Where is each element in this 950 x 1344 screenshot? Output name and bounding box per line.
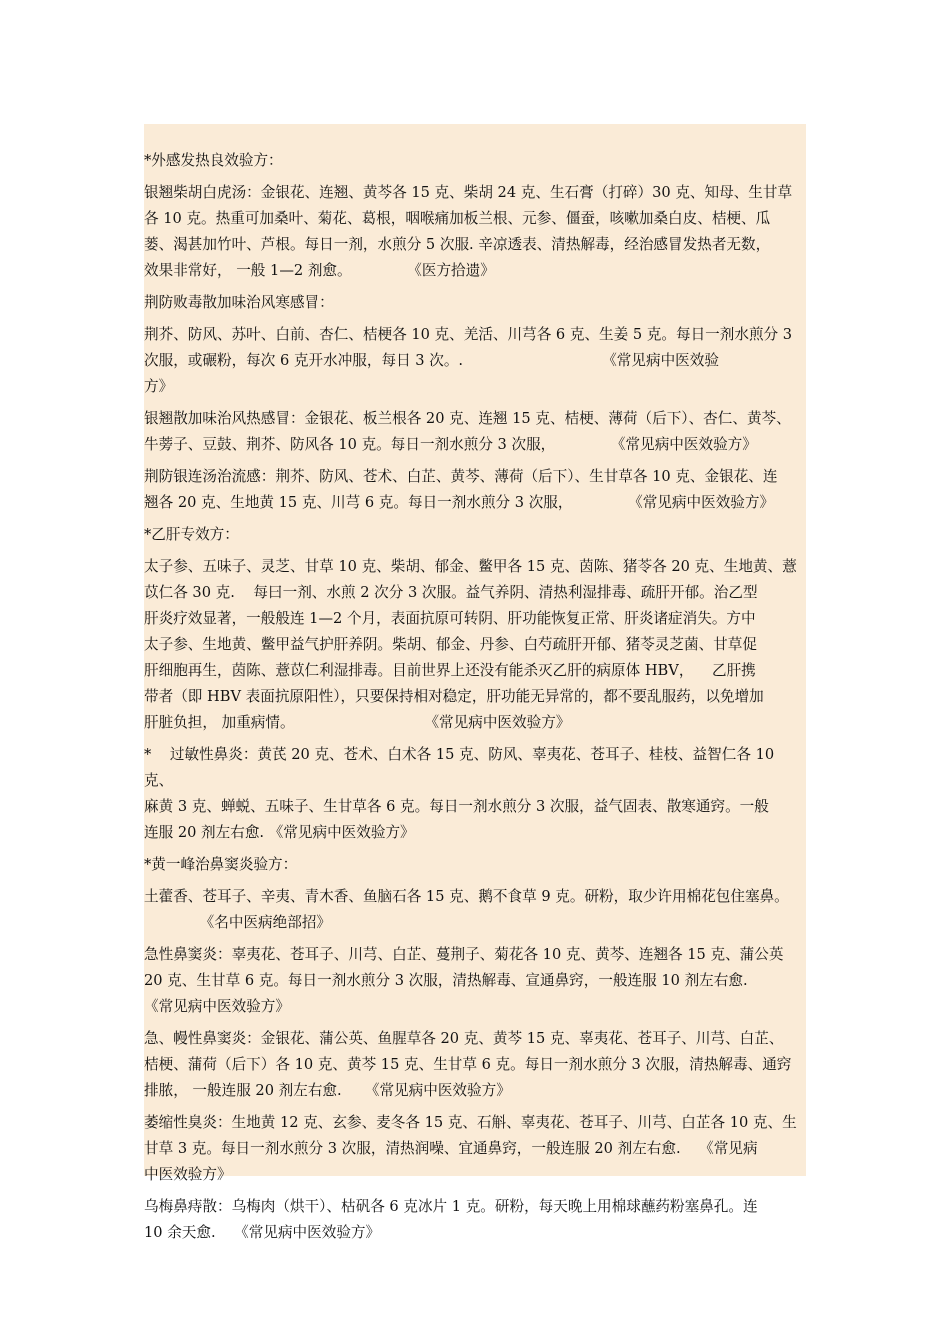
remedy-chronic-sinusitis [144,1026,806,1104]
text-line: 甘草 3 克。每日一剂水煎分 3 次服，清热润噪、宜通鼻窍，一般连服 20 剂左右愈. 《常见病 [144,1140,758,1157]
text-line: 银翘柴胡白虎汤：金银花、连翘、黄芩各 15 克、柴胡 24 克、生石膏（打碎）30 克、知母、生甘草 [144,184,793,201]
text-line: *乙肝专效方： [144,526,239,543]
remedy-jingfang [144,322,806,400]
text-line: 排脓， 一般连服 20 剂左右愈. 《常见病中医效验方》 [144,1082,511,1099]
text-line: 《常见病中医效验方》 [144,998,290,1015]
text-line: 急性鼻窦炎：辜夷花、苍耳子、川芎、白芷、蔓荆子、菊花各 10 克、黄芩、连翘各 15 克、蒲公英 [144,946,784,963]
text-line: 荆芥、防风、苏叶、白前、杏仁、桔梗各 10 克、羌活、川芎各 6 克、生姜 5 克。每日一剂水煎分 3 [144,326,793,343]
remedy-jingfang-flu [144,464,806,516]
text-line: 连服 20 剂左右愈. 《常见病中医效验方》 [144,824,415,841]
remedy-yinqiao-chaihu [144,180,806,284]
text-line: 方》 [144,378,174,395]
text-line: 效果非常好， 一般 1—2 剂愈。 《医方拾遗》 [144,262,495,279]
section-heading-wind-cold [144,290,806,316]
remedy-wumei-nasal-polyp [144,1194,806,1246]
text-line: 萎缩性臭炎：生地黄 12 克、玄参、麦冬各 15 克、石斛、辜夷花、苍耳子、川芎、白芷各 10 克、生 [144,1114,797,1131]
text-line: 急、幔性鼻窦炎：金银花、蒲公英、鱼腥草各 20 克、黄芩 15 克、辜夷花、苍耳子、川芎、白芷、 [144,1030,784,1047]
text-line: 银翘散加味治风热感冒：金银花、板兰根各 20 克、连翘 15 克、桔梗、薄荷（后下）、杏仁、黄芩、 [144,410,791,427]
text-line: 桔梗、蒲荷（后下）各 10 克、黄芩 15 克、生甘草 6 克。每日一剂水煎分 3 次服，清热解毒、通窍 [144,1056,792,1073]
text-line: 20 克、生甘草 6 克。每日一剂水煎分 3 次服，清热解毒、宣通鼻窍，一般连服 10 剂左右愈. [144,972,748,989]
remedy-yinqiao-wind-heat [144,406,806,458]
remedy-atrophic-rhinitis [144,1110,806,1188]
text-line: 太子参、五味子、灵芝、甘草 10 克、柴胡、郁金、鳖甲各 15 克、茵陈、猪苓各 20 克、生地黄、薏 [144,558,797,575]
text-line: 肝脏负担， 加重病情。 《常见病中医效验方》 [144,714,571,731]
text-line: 苡仁各 30 克. 每曰一剂、水煎 2 次分 3 次服。益气养阴、清热利湿排毒、疏肝开郁。治乙型 [144,584,758,601]
text-line: 肝细胞再生，茵陈、薏苡仁利湿排毒。目前世界上还没有能杀灭乙肝的病原体 HBV， 乙肝携 [144,662,756,679]
section-heading-fever [144,148,806,174]
text-line: 麻黄 3 克、蝉蜕、五味子、生甘草各 6 克。每日一剂水煎分 3 次服，益气固表、散寒通窍。一般 [144,798,769,815]
remedy-huang-yifeng [144,884,806,936]
text-line: 牛蒡子、豆鼓、荆芥、防风各 10 克。每日一剂水煎分 3 次服， 《常见病中医效验方》 [144,436,757,453]
remedy-allergic-rhinitis [144,742,806,846]
text-line: 10 余天愈. 《常见病中医效验方》 [144,1224,381,1241]
text-line: *外感发热良效验方： [144,152,283,169]
text-line: 肝炎疗效显著，一般般连 1—2 个月，表面抗原可转阴、肝功能恢复正常、肝炎诸症消失。方中 [144,610,756,627]
text-line: 翘各 20 克、生地黄 15 克、川芎 6 克。每日一剂水煎分 3 次服， 《常见病中医效验方》 [144,494,775,511]
text-line: 乌梅鼻痔散：乌梅肉（烘干）、枯矾各 6 克冰片 1 克。研粉，每天晚上用棉球蘸药粉塞鼻孔。连 [144,1198,758,1215]
text-line: 各 10 克。热重可加桑叶、菊花、葛根，咽喉痛加板兰根、元参、僵蚕，咳嗽加桑白皮、桔梗、瓜 [144,210,771,227]
section-heading-sinusitis [144,852,806,878]
text-line: 中医效验方》 [144,1166,232,1183]
text-line: 次服，或碾粉，每次 6 克开水冲服，每日 3 次。. 《常见病中医效验 [144,352,719,369]
text-line: 蒌、渴甚加竹叶、芦根。每日一剂，水煎分 5 次服. 辛凉透表、清热解毒，经治感冒发热者无数， [144,236,771,253]
text-line: 土藿香、苍耳子、辛夷、青木香、鱼脑石各 15 克、鹅不食草 9 克。研粉，取少许用棉花包住塞鼻。 [144,888,789,905]
text-line: 荆防败毒散加味治风寒感冒： [144,294,334,311]
document-body [144,124,806,1252]
text-line: 太子参、生地黄、鳖甲益气护肝养阴。柴胡、郁金、丹参、白芍疏肝开郁、猪苓灵芝菌、甘草促 [144,636,757,653]
remedy-acute-sinusitis [144,942,806,1020]
section-heading-hepatitis-b [144,522,806,548]
text-line: 《名中医病绝部招》 [144,914,332,931]
text-line: *黄一峰治鼻窦炎验方： [144,856,298,873]
remedy-hepatitis-b [144,554,806,736]
text-line: 荆防银连汤治流感：荆芥、防风、苍术、白芷、黄芩、薄荷（后下）、生甘草各 10 克、金银花、连 [144,468,778,485]
text-line: 带者（即 HBV 表面抗原阳性），只要保持相对稳定，肝功能无异常的，都不要乱服药，以免增加 [144,688,764,705]
text-line: * 过敏性鼻炎：黄芪 20 克、苍术、白术各 15 克、防风、辜夷花、苍耳子、桂枝、益智仁各 10 克、 [144,746,779,789]
